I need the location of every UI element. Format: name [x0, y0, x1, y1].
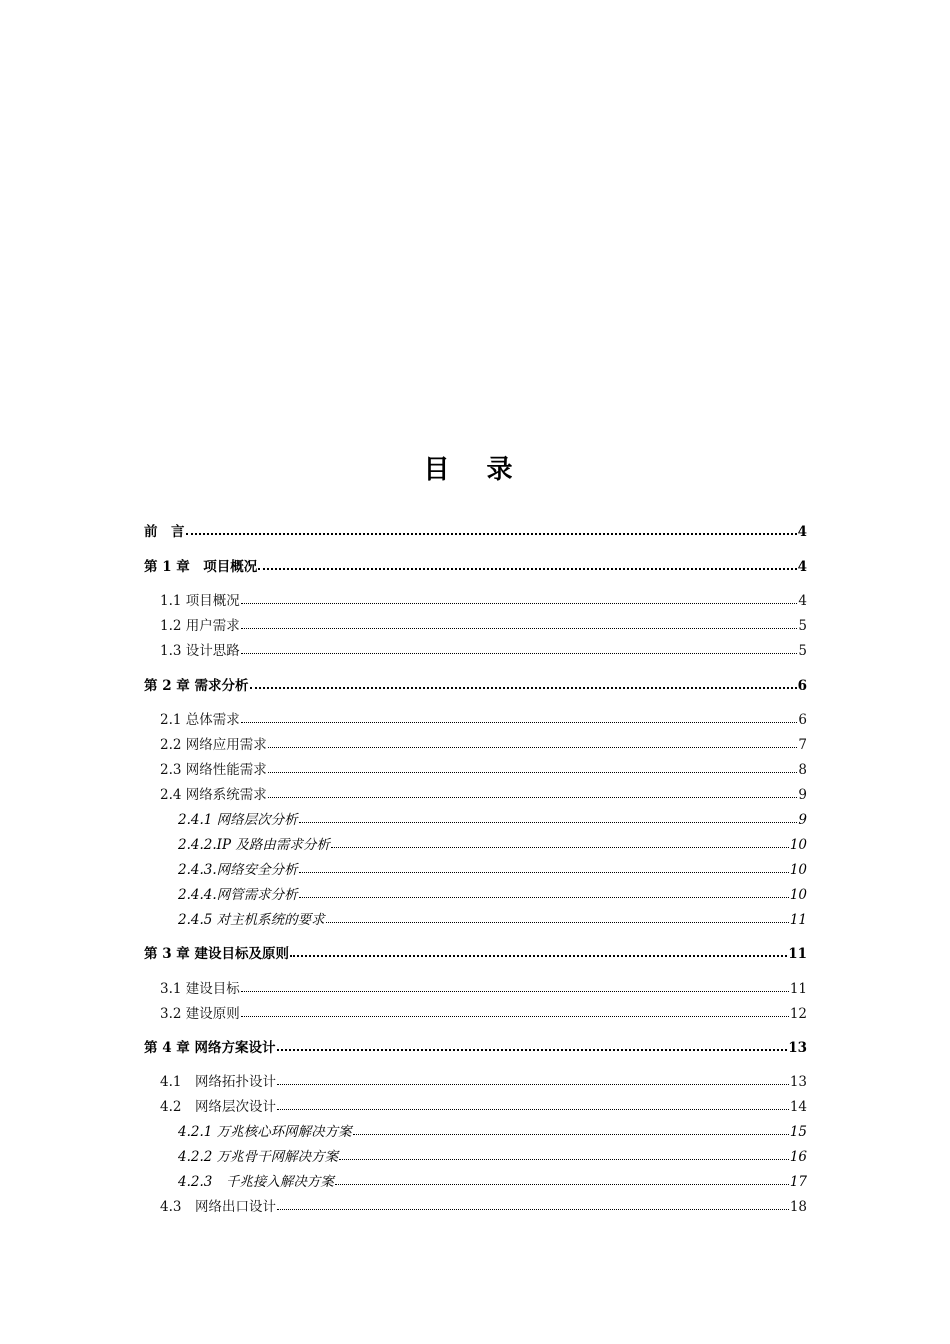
- toc-entry-label: 4.2.1 万兆核心环网解决方案: [178, 1124, 352, 1140]
- toc-entry-label: 3.2 建设原则: [160, 1006, 240, 1022]
- dot-leader: [268, 746, 798, 748]
- toc-entry-page-number: 13: [788, 1040, 807, 1056]
- toc-entry-page-number: 11: [789, 981, 807, 997]
- dot-leader: [353, 1133, 789, 1135]
- dot-leader: [299, 896, 789, 898]
- toc-entry-level-2[interactable]: [144, 591, 807, 611]
- toc-entry-page-number: 15: [789, 1124, 807, 1140]
- toc-entry-page-number: 4: [797, 559, 807, 575]
- toc-entry-level-2[interactable]: [144, 1072, 807, 1092]
- toc-entry-level-2[interactable]: [144, 785, 807, 805]
- toc-entry-label: 4.2.2 万兆骨干网解决方案: [178, 1149, 339, 1165]
- toc-entry-label: 4.3 网络出口设计: [160, 1199, 276, 1215]
- toc-title: 目 录: [423, 455, 527, 485]
- dot-leader: [268, 796, 798, 798]
- dot-leader: [335, 1183, 789, 1185]
- toc-entry-label: 2.4.5 对主机系统的要求: [178, 912, 325, 928]
- toc-entry-level-2[interactable]: [144, 979, 807, 999]
- toc-entry-level-2[interactable]: [144, 641, 807, 661]
- toc-entry-page-number: 11: [789, 912, 807, 928]
- dot-leader: [241, 652, 798, 654]
- toc-entry-label: 3.1 建设目标: [160, 981, 240, 997]
- toc-entry-level-3[interactable]: [144, 1122, 807, 1142]
- toc-entry-label: 4.2 网络层次设计: [160, 1099, 276, 1115]
- dot-leader: [299, 821, 798, 823]
- toc-entry-label: 第 1 章 项目概况: [144, 559, 258, 575]
- toc-entry-level-3[interactable]: [144, 810, 807, 830]
- toc-entry-page-number: 17: [789, 1174, 807, 1190]
- dot-leader: [268, 771, 798, 773]
- toc-entry-level-3[interactable]: [144, 835, 807, 855]
- dot-leader: [277, 1108, 789, 1110]
- toc-entry-label: 4.1 网络拓扑设计: [160, 1074, 276, 1090]
- toc-entry-level-1[interactable]: [144, 557, 807, 577]
- toc-entry-page-number: 9: [798, 812, 807, 828]
- toc-entry-level-2[interactable]: [144, 735, 807, 755]
- toc-entry-label: 第 4 章 网络方案设计: [144, 1040, 276, 1056]
- toc-entry-page-number: 16: [789, 1149, 807, 1165]
- dot-leader: [241, 602, 798, 604]
- toc-entry-label: 2.2 网络应用需求: [160, 737, 267, 753]
- dot-leader: [277, 1083, 789, 1085]
- toc-entry-label: 第 2 章 需求分析: [144, 678, 249, 694]
- toc-entry-page-number: 11: [788, 946, 807, 962]
- toc-entry-label: 第 3 章 建设目标及原则: [144, 946, 289, 962]
- toc-entry-label: 2.4 网络系统需求: [160, 787, 267, 803]
- dot-leader: [241, 721, 798, 723]
- toc-entry-page-number: 12: [789, 1006, 807, 1022]
- toc-entry-level-1[interactable]: [144, 676, 807, 696]
- dot-leader: [250, 686, 797, 689]
- dot-leader: [258, 567, 796, 570]
- dot-leader: [331, 846, 789, 848]
- toc-entry-label: 2.3 网络性能需求: [160, 762, 267, 778]
- toc-entry-level-1[interactable]: [144, 944, 807, 964]
- toc-entry-page-number: 14: [789, 1099, 807, 1115]
- toc-entry-level-2[interactable]: [144, 1004, 807, 1024]
- toc-entry-label: 4.2.3 千兆接入解决方案: [178, 1174, 334, 1190]
- toc-entry-page-number: 18: [789, 1199, 807, 1215]
- toc-entry-page-number: 10: [789, 862, 807, 878]
- toc-entry-level-1[interactable]: [144, 1038, 807, 1058]
- toc-entry-level-3[interactable]: [144, 1147, 807, 1167]
- toc-entry-page-number: 8: [798, 762, 807, 778]
- toc-entry-page-number: 6: [797, 678, 807, 694]
- toc-entry-page-number: 5: [798, 643, 807, 659]
- toc-entry-level-3[interactable]: [144, 885, 807, 905]
- toc-entry-page-number: 4: [797, 524, 807, 540]
- toc-entry-label: 2.4.4.网管需求分析: [178, 887, 298, 903]
- dot-leader: [241, 990, 789, 992]
- dot-leader: [339, 1158, 789, 1160]
- toc-entry-label: 1.1 项目概况: [160, 593, 240, 609]
- toc-entry-page-number: 10: [789, 837, 807, 853]
- toc-entry-page-number: 5: [798, 618, 807, 634]
- toc-entry-level-2[interactable]: [144, 1097, 807, 1117]
- toc-entry-label: 2.4.1 网络层次分析: [178, 812, 298, 828]
- toc-entry-page-number: 7: [798, 737, 807, 753]
- toc-entry-label: 2.4.2.IP 及路由需求分析: [178, 837, 330, 853]
- toc-entry-level-2[interactable]: [144, 616, 807, 636]
- toc-entry-level-2[interactable]: [144, 710, 807, 730]
- dot-leader: [241, 627, 798, 629]
- toc-entry-page-number: 10: [789, 887, 807, 903]
- toc-entry-page-number: 6: [798, 712, 807, 728]
- dot-leader: [186, 532, 797, 535]
- toc-entry-label: 2.1 总体需求: [160, 712, 240, 728]
- toc-entry-label: 1.2 用户需求: [160, 618, 240, 634]
- toc-entry-page-number: 4: [798, 593, 807, 609]
- toc-entry-level-1[interactable]: [144, 522, 807, 542]
- dot-leader: [277, 1048, 788, 1051]
- dot-leader: [277, 1208, 789, 1210]
- toc-entry-level-3[interactable]: [144, 860, 807, 880]
- toc-entry-level-2[interactable]: [144, 1197, 807, 1217]
- toc-entry-label: 2.4.3.网络安全分析: [178, 862, 298, 878]
- toc-entry-page-number: 9: [798, 787, 807, 803]
- dot-leader: [241, 1015, 789, 1017]
- dot-leader: [290, 954, 787, 957]
- toc-entry-page-number: 13: [789, 1074, 807, 1090]
- toc-entry-label: 1.3 设计思路: [160, 643, 240, 659]
- toc-entry-label: 前 言: [144, 524, 185, 540]
- toc-entry-level-3[interactable]: [144, 910, 807, 930]
- dot-leader: [299, 871, 789, 873]
- toc-entry-level-3[interactable]: [144, 1172, 807, 1192]
- toc-entry-level-2[interactable]: [144, 760, 807, 780]
- dot-leader: [326, 921, 789, 923]
